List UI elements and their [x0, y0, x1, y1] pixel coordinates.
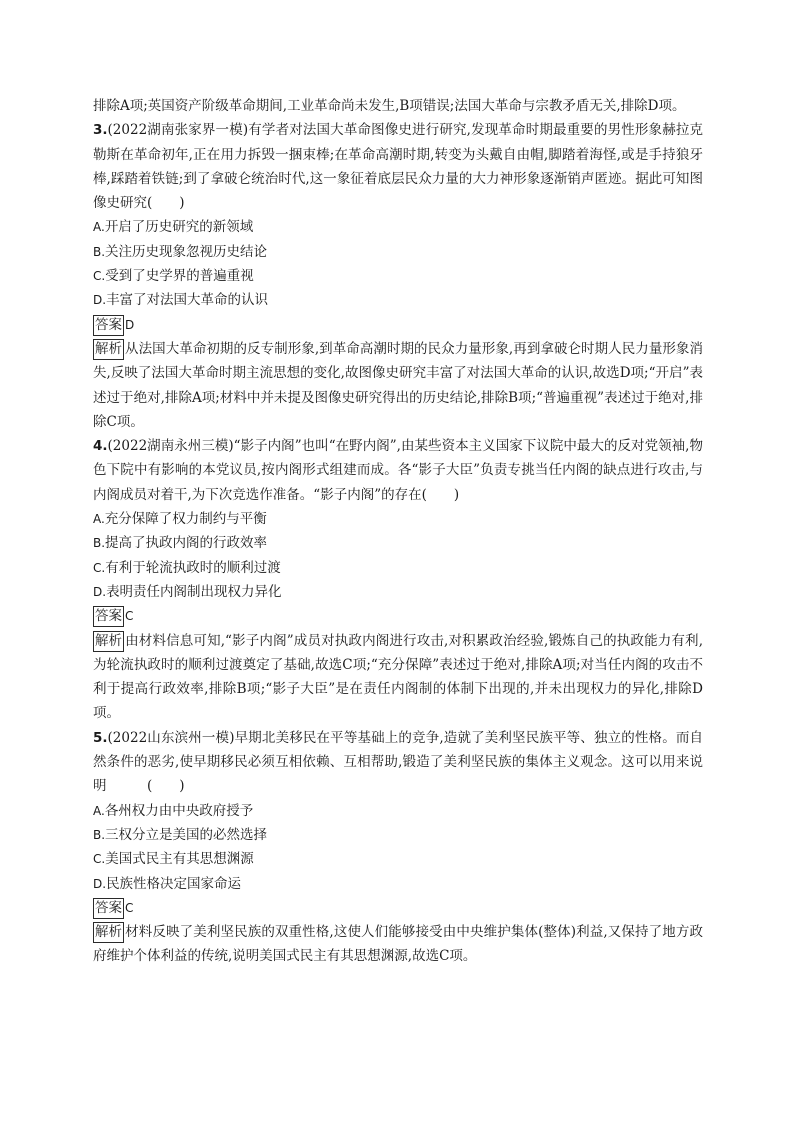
answer-tag: 答案	[93, 898, 124, 919]
option-d: D.表明责任内阁制出现权力异化	[93, 583, 282, 600]
question-4	[93, 434, 703, 726]
analysis	[93, 920, 703, 969]
question-stem	[93, 118, 703, 215]
option-c: C.受到了史学界的普遍重视	[93, 268, 254, 285]
answer-line	[93, 313, 703, 337]
option-a: A.开启了历史研究的新领域	[93, 219, 254, 236]
question-5	[93, 726, 703, 969]
question-3	[93, 118, 703, 434]
option-d: D.民族性格决定国家命运	[93, 875, 242, 892]
analysis-text: 由材料信息可知,“影子内阁”成员对执政内阁进行攻击,对积累政治经验,锻炼自己的执政能力有利,为轮流执政时的顺利过渡奠定了基础,故选C项;“充分保障”表述过于绝对,排除A项;对当任内阁的攻击不利于提高行政效率,排除B项;“影子大臣”是在责任内阁制的体制下出现的,并未出现权力的异化,排除D项。	[93, 632, 703, 722]
analysis-tag: 解析	[93, 631, 124, 652]
answer-line	[93, 896, 703, 920]
question-stem	[93, 434, 703, 507]
option-c: C.有利于轮流执政时的顺利过渡	[93, 559, 281, 576]
answer-tag: 答案	[93, 606, 124, 627]
option-a: A.各州权力由中央政府授予	[93, 802, 254, 819]
option-b: B.关注历史现象忽视历史结论	[93, 243, 268, 260]
question-number: 4.	[93, 438, 108, 455]
option-d: D.丰富了对法国大革命的认识	[93, 292, 269, 309]
analysis	[93, 629, 703, 726]
analysis-text: 材料反映了美利坚民族的双重性格,这使人们能够接受由中央维护集体(整体)利益,又保持了地方政府维护个体利益的传统,说明美国式民主有其思想渊源,故选C项。	[93, 924, 703, 965]
question-text: (2022湖南永州三模)“影子内阁”也叫“在野内阁”,由某些资本主义国家下议院中最大的反对党领袖,物色下院中有影响的本党议员,按内阁形式组建而成。各“影子大臣”负责专挑当任内阁的缺点进行攻击,与内阁成员对着干,为下次竞选作准备。“影子内阁”的存在( )	[93, 438, 703, 503]
answer-line	[93, 604, 703, 628]
answer-value: D	[125, 317, 135, 332]
previous-analysis-continuation: 排除A项;英国资产阶级革命期间,工业革命尚未发生,B项错误;法国大革命与宗教矛盾无关,排除D项。	[93, 98, 686, 114]
question-stem	[93, 726, 703, 799]
option-b: B.三权分立是美国的必然选择	[93, 826, 268, 843]
question-number: 3.	[93, 122, 108, 139]
question-text: (2022山东滨州一模)早期北美移民在平等基础上的竞争,造就了美利坚民族平等、独立的性格。而自然条件的恶劣,使早期移民必须互相依赖、互相帮助,锻造了美利坚民族的集体主义观念。这可以用来说明 ( )	[93, 729, 703, 795]
analysis-text: 从法国大革命初期的反专制形象,到革命高潮时期的民众力量形象,再到拿破仑时期人民力量形象消失,反映了法国大革命时期主流思想的变化,故图像史研究丰富了对法国大革命的认识,故选D项;“开启”表述过于绝对,排除A项;材料中并未提及图像史研究得出的历史结论,排除B项;“普遍重视”表述过于绝对,排除C项。	[93, 340, 703, 430]
option-b: B.提高了执政内阁的行政效率	[93, 535, 268, 552]
option-c: C.美国式民主有其思想渊源	[93, 851, 254, 868]
answer-tag: 答案	[93, 315, 124, 336]
analysis	[93, 337, 703, 434]
document-page	[93, 94, 703, 969]
option-a: A.充分保障了权力制约与平衡	[93, 511, 267, 528]
question-number: 5.	[93, 729, 108, 746]
analysis-tag: 解析	[93, 922, 124, 943]
answer-value: C	[125, 900, 134, 915]
analysis-tag: 解析	[93, 339, 124, 360]
answer-value: C	[125, 609, 134, 624]
question-text: (2022湖南张家界一模)有学者对法国大革命图像史进行研究,发现革命时期最重要的男性形象赫拉克勒斯在革命初年,正在用力拆毁一捆束棒;在革命高潮时期,转变为头戴自由帽,脚踏着海怪,或是手持狼牙棒,踩踏着铁链;到了拿破仑统治时代,这一象征着底层民众力量的大力神形象逐渐销声匿迹。据此可知图像史研究( )	[93, 122, 703, 212]
